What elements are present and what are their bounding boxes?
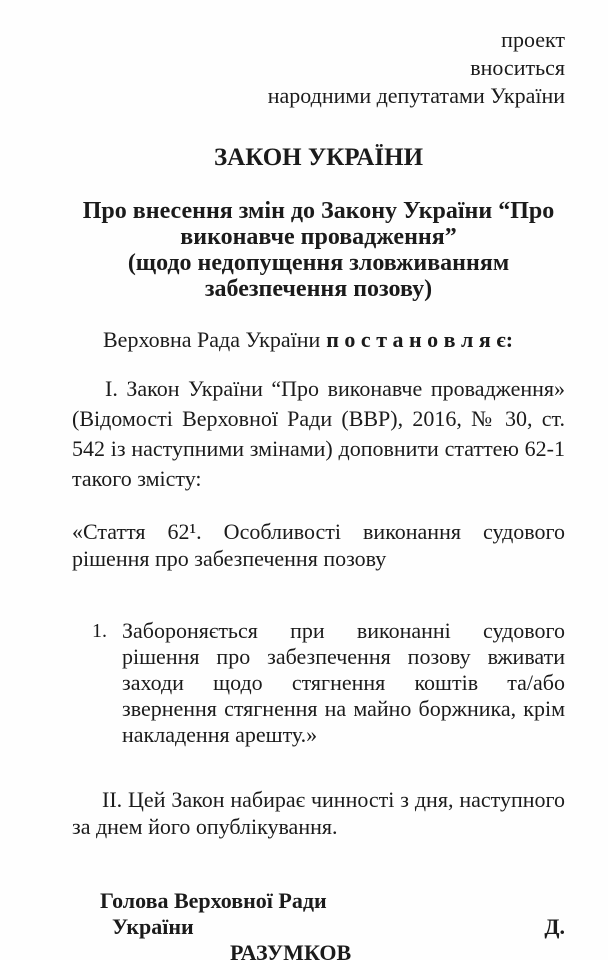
resolution-verb: п о с т а н о в л я є: [326,327,514,352]
signature-block [72,888,565,960]
signatory-position-line1: Голова Верховної Ради [100,888,327,913]
law-subtitle [72,198,565,302]
list-item-1 [72,618,565,748]
submitters-line: народними депутатами України [267,83,565,108]
signatory-initial: Д. [544,914,565,939]
section-2-paragraph: ІІ. Цей Закон набирає чинності з дня, наступного за днем його опублікування. [72,787,565,839]
draft-label: проект [501,27,565,52]
submitted-by-label: вноситься [470,55,565,80]
signatory-position-line2 [72,914,565,940]
signatory-surname: РАЗУМКОВ [230,940,352,960]
law-title: ЗАКОН УКРАЇНИ [213,144,424,171]
list-item-text: Забороняється при виконанні судового рішення про забезпечення позову вживати заходи щодо стягнення коштів та/або звернення стягнення на майно боржника, крім накладення арешту.» [122,618,565,747]
resolution-prefix: Верховна Рада України [103,327,321,352]
list-item-marker: 1. [92,620,107,642]
law-subtitle-main: Про внесення змін до Закону України “Про виконавче провадження” [82,198,555,250]
law-subtitle-note: (щодо недопущення зловживанням забезпечення позову) [127,250,510,302]
section-1-paragraph: І. Закон України “Про виконавче провадження» (Відомості Верховної Ради (ВВР), 2016, № 30, ст. 542 із наступними змінами) доповнити статтею 62-1 такого змісту: [72,376,565,491]
article-heading-paragraph: «Стаття 62¹. Особливості виконання судового рішення про забезпечення позову [72,519,565,571]
draft-header [72,20,565,110]
resolution-line [72,326,565,354]
signatory-country: України [112,914,194,939]
